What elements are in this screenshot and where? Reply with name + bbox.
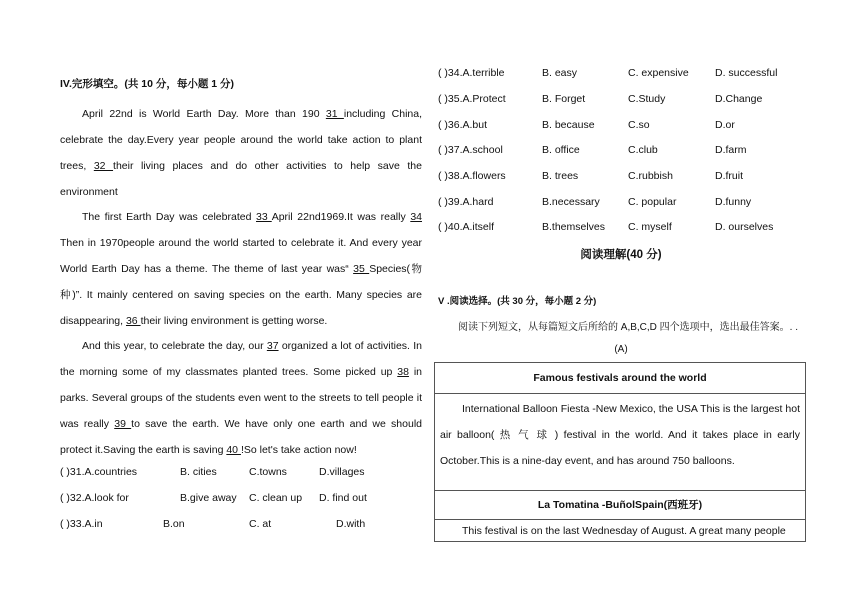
option-a[interactable]: ( )33.A.in (60, 518, 103, 530)
option-row (60, 488, 422, 508)
blank-number: 39 (114, 418, 132, 430)
option-d[interactable]: D. find out (319, 492, 367, 504)
blank-number: 31 (325, 108, 344, 120)
passage-text: !So let's take action now! (240, 444, 357, 456)
festival-tomatina-title-cell (435, 490, 805, 520)
option-d[interactable]: D.fruit (715, 170, 744, 182)
option-d[interactable]: D. successful (715, 67, 778, 79)
option-c[interactable]: C.so (628, 119, 650, 131)
blank-number: 35 (353, 263, 370, 275)
option-d[interactable]: D. ourselves (715, 221, 774, 233)
option-d[interactable]: D.with (336, 518, 366, 530)
option-a[interactable]: ( )40.A.itself (438, 221, 495, 233)
option-a[interactable]: ( )34.A.terrible (438, 67, 505, 79)
blank-number: 33 (256, 211, 272, 223)
table-title: Famous festivals around the world (533, 372, 707, 384)
option-c[interactable]: C.Study (628, 93, 666, 105)
blank-number: 37 (266, 340, 279, 352)
option-b[interactable]: B.on (163, 518, 185, 530)
option-b[interactable]: B. cities (180, 466, 217, 478)
option-a[interactable]: ( )31.A.countries (60, 466, 138, 478)
passage-text: their living places and do other activities to help save the environment (60, 160, 422, 198)
option-a[interactable]: ( )39.A.hard (438, 196, 494, 208)
option-c[interactable]: C.club (628, 144, 658, 156)
option-b[interactable]: B. trees (542, 170, 579, 182)
passage-text: April 22nd1969.It was really (271, 211, 411, 223)
option-c[interactable]: C.towns (249, 466, 287, 478)
passage-text: their living environment is getting worse. (140, 315, 328, 327)
section-v-heading: V .阅读选择。(共 30 分，每小题 2 分) (438, 296, 597, 307)
cloze-heading: IV.完形填空。(共 10 分，每小题 1 分) (60, 78, 235, 90)
option-b[interactable]: B.give away (180, 492, 237, 504)
option-row (60, 462, 422, 482)
option-a[interactable]: ( )32.A.look for (60, 492, 129, 504)
blank-number: 38 (397, 366, 409, 378)
passage-text: Species(物种)”. It mainly centered on saving species on the earth. Many species are disappearing, (60, 263, 422, 327)
option-a[interactable]: ( )36.A.but (438, 119, 488, 131)
cloze-paragraph-3 (60, 333, 422, 463)
option-a[interactable]: ( )35.A.Protect (438, 93, 506, 105)
passage-text: organized a lot of activities. In the morning some of my classmates planted trees. Some picked up (60, 340, 422, 378)
reading-instruction: 阅读下列短文，从每篇短文后所给的 A,B,C,D 四个选项中，选出最佳答案。. . (458, 322, 799, 333)
option-d[interactable]: D.funny (715, 196, 752, 208)
blank-number: 32 (93, 160, 114, 172)
passage-text: Then in 1970people around the world started to celebrate it. And every year World Earth Day has a theme. The theme of last year was“ (60, 237, 422, 275)
option-b[interactable]: B. because (542, 119, 595, 131)
option-d[interactable]: D.villages (319, 466, 365, 478)
option-row (60, 514, 422, 534)
option-b[interactable]: B. office (542, 144, 580, 156)
table-title-cell (435, 363, 805, 394)
blank-number: 36 (125, 315, 141, 327)
passage-text: in parks. Several groups of the students even went to the streets to tell people it was really (60, 366, 422, 430)
passage-text: The first Earth Day was celebrated (82, 211, 257, 223)
reading-title: 阅读理解(40 分) (580, 249, 662, 261)
option-d[interactable]: D.Change (715, 93, 763, 105)
passage-text: April 22nd is World Earth Day. More than 190 (82, 108, 326, 120)
passage-label: (A) (614, 344, 628, 355)
festival-balloon-description: International Balloon Fiesta -New Mexico, the USA This is the largest hot air balloon( 热 气 球 ) festival in the world. And it takes place in early October.This is a nine-day event, and has around 750 balloons. (440, 403, 800, 467)
option-b[interactable]: B. Forget (542, 93, 586, 105)
cloze-paragraph-1 (60, 101, 422, 205)
option-b[interactable]: B.themselves (542, 221, 606, 233)
option-c[interactable]: C. myself (628, 221, 672, 233)
option-c[interactable]: C. popular (628, 196, 677, 208)
festival-tomatina-title: La Tomatina -BuñolSpain(西班牙) (537, 499, 703, 511)
option-d[interactable]: D.or (715, 119, 735, 131)
passage-text: And this year, to celebrate the day, our (82, 340, 267, 352)
option-a[interactable]: ( )38.A.flowers (438, 170, 506, 182)
option-c[interactable]: C. at (249, 518, 272, 530)
option-b[interactable]: B. easy (542, 67, 578, 79)
blank-number: 40 (226, 444, 241, 456)
option-d[interactable]: D.farm (715, 144, 747, 156)
festival-tomatina-description: This festival is on the last Wednesday of August. A great many people (462, 525, 786, 537)
option-c[interactable]: C. expensive (628, 67, 689, 79)
festivals-table (434, 362, 806, 542)
passage-text: including China, celebrate the day.Every year people around the world take action to plant trees, (60, 108, 422, 172)
passage-text: to save the earth. We have only one earth and we should protect it.Saving the earth is saving (60, 418, 422, 456)
option-c[interactable]: C. clean up (249, 492, 303, 504)
blank-number: 34 (410, 211, 422, 223)
cloze-paragraph-2 (60, 204, 422, 334)
option-c[interactable]: C.rubbish (628, 170, 673, 182)
option-a[interactable]: ( )37.A.school (438, 144, 503, 156)
option-b[interactable]: B.necessary (542, 196, 600, 208)
